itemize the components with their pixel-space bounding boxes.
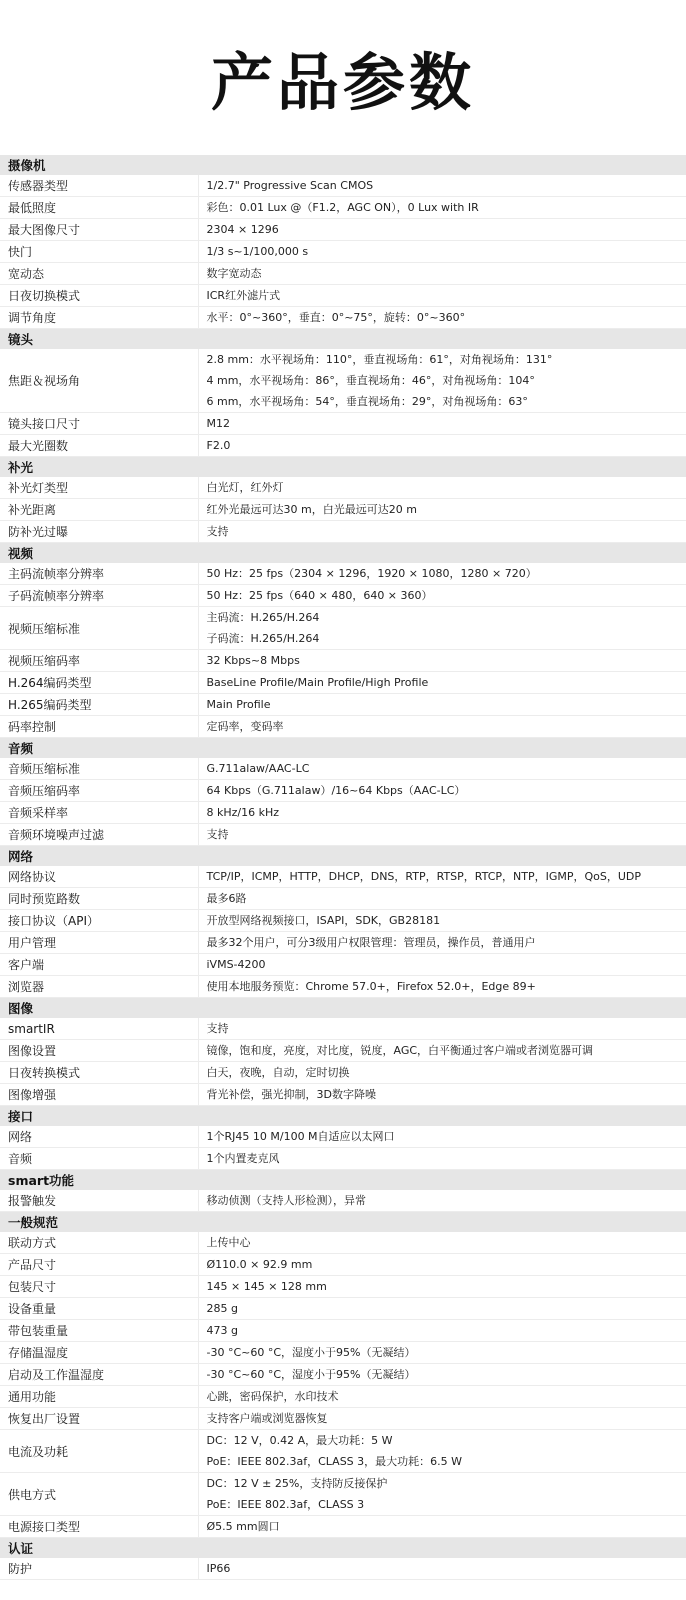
- spec-row: [0, 585, 686, 607]
- spec-row: [0, 1320, 686, 1342]
- section-title: 一般规范: [0, 1212, 686, 1233]
- spec-value-cell: [198, 477, 686, 499]
- spec-label: 子码流帧率分辨率: [0, 585, 198, 607]
- section-header: [0, 1170, 686, 1191]
- spec-value-cell: [198, 932, 686, 954]
- spec-label: 报警触发: [0, 1190, 198, 1212]
- spec-label: 主码流帧率分辨率: [0, 563, 198, 585]
- spec-row: [0, 1062, 686, 1084]
- spec-label: 最大图像尺寸: [0, 219, 198, 241]
- spec-row: [0, 477, 686, 499]
- spec-row: [0, 1364, 686, 1386]
- spec-row: [0, 1558, 686, 1580]
- spec-row: [0, 285, 686, 307]
- spec-value-cell: [198, 1276, 686, 1298]
- spec-value: PoE：IEEE 802.3af，CLASS 3: [206, 1498, 365, 1511]
- spec-value: 红外光最远可达30 m，白光最远可达20 m: [206, 503, 417, 516]
- spec-value-cell: [198, 1084, 686, 1106]
- spec-row: [0, 1430, 686, 1473]
- spec-value: 50 Hz：25 fps（640 × 480，640 × 360）: [206, 589, 433, 602]
- spec-row: [0, 976, 686, 998]
- spec-label: 电源接口类型: [0, 1516, 198, 1538]
- spec-label: 浏览器: [0, 976, 198, 998]
- spec-row: [0, 824, 686, 846]
- spec-row: [0, 1386, 686, 1408]
- spec-value: 2.8 mm：水平视场角：110°，垂直视场角：61°，对角视场角：131°: [206, 353, 553, 366]
- spec-value: Main Profile: [206, 698, 271, 711]
- spec-value-cell: [198, 521, 686, 543]
- spec-label: 日夜转换模式: [0, 1062, 198, 1084]
- spec-value-cell: [198, 1386, 686, 1408]
- spec-value-cell: [198, 758, 686, 780]
- spec-value: 白光灯，红外灯: [206, 481, 284, 494]
- section-title: 认证: [0, 1538, 686, 1559]
- spec-label: 音频环境噪声过滤: [0, 824, 198, 846]
- spec-value: 285 g: [206, 1302, 238, 1315]
- spec-value: Ø110.0 × 92.9 mm: [206, 1258, 313, 1271]
- section-title: 音频: [0, 738, 686, 759]
- spec-row: [0, 307, 686, 329]
- spec-value-cell: [198, 1148, 686, 1170]
- spec-value: 水平：0°~360°，垂直：0°~75°，旋转：0°~360°: [206, 311, 466, 324]
- spec-row: [0, 888, 686, 910]
- spec-label: 网络: [0, 1126, 198, 1148]
- spec-label: 视频压缩标准: [0, 607, 198, 650]
- spec-value: 主码流：H.265/H.264: [206, 611, 320, 624]
- spec-row: [0, 910, 686, 932]
- spec-value: 1个RJ45 10 M/100 M自适应以太网口: [206, 1130, 395, 1143]
- spec-value: 移动侦测（支持人形检测），异常: [206, 1194, 366, 1207]
- spec-row: [0, 650, 686, 672]
- spec-label: 联动方式: [0, 1232, 198, 1254]
- section-title: 网络: [0, 846, 686, 867]
- spec-label: 图像增强: [0, 1084, 198, 1106]
- spec-value: F2.0: [206, 439, 231, 452]
- spec-value: 支持: [206, 525, 229, 538]
- spec-value-cell: [198, 1232, 686, 1254]
- spec-label: 补光灯类型: [0, 477, 198, 499]
- spec-value-cell: [198, 866, 686, 888]
- spec-value-cell: [198, 413, 686, 435]
- spec-value-cell: [198, 1126, 686, 1148]
- spec-value: 数字宽动态: [206, 267, 262, 280]
- spec-row: [0, 1084, 686, 1106]
- spec-label: 网络协议: [0, 866, 198, 888]
- spec-value: 1/2.7" Progressive Scan CMOS: [206, 179, 374, 192]
- spec-label: 快门: [0, 241, 198, 263]
- spec-row: [0, 1342, 686, 1364]
- spec-value: 白天，夜晚，自动，定时切换: [206, 1066, 350, 1079]
- section-header: [0, 1538, 686, 1559]
- spec-value-cell: [198, 499, 686, 521]
- spec-value: 1个内置麦克风: [206, 1152, 280, 1165]
- spec-value-cell: [198, 435, 686, 457]
- spec-row: [0, 866, 686, 888]
- spec-value: 定码率，变码率: [206, 720, 284, 733]
- spec-value-cell: [198, 219, 686, 241]
- spec-label: 包装尺寸: [0, 1276, 198, 1298]
- spec-row: [0, 435, 686, 457]
- spec-value-cell: [198, 263, 686, 285]
- spec-value-cell: [198, 1364, 686, 1386]
- spec-value: Ø5.5 mm圆口: [206, 1520, 280, 1533]
- section-title: 图像: [0, 998, 686, 1019]
- spec-value: -30 °C~60 °C，湿度小于95%（无凝结）: [206, 1368, 416, 1381]
- spec-row: [0, 758, 686, 780]
- spec-label: 传感器类型: [0, 175, 198, 197]
- spec-value: 4 mm，水平视场角：86°，垂直视场角：46°，对角视场角：104°: [206, 374, 535, 387]
- spec-value-cell: [198, 1516, 686, 1538]
- spec-row: [0, 521, 686, 543]
- spec-value: 50 Hz：25 fps（2304 × 1296，1920 × 1080，1280 × 720）: [206, 567, 537, 580]
- spec-label: 存储温湿度: [0, 1342, 198, 1364]
- spec-row: [0, 932, 686, 954]
- spec-row: [0, 954, 686, 976]
- spec-value: -30 °C~60 °C，湿度小于95%（无凝结）: [206, 1346, 416, 1359]
- spec-value: 64 Kbps（G.711alaw）/16~64 Kbps（AAC-LC）: [206, 784, 466, 797]
- spec-label: 设备重量: [0, 1298, 198, 1320]
- spec-value-cell: [198, 1558, 686, 1580]
- spec-value-cell: [198, 349, 686, 413]
- section-header: [0, 543, 686, 564]
- spec-row: [0, 1148, 686, 1170]
- spec-value-cell: [198, 1430, 686, 1473]
- spec-value: 最多32个用户，可分3级用户权限管理：管理员，操作员，普通用户: [206, 936, 536, 949]
- spec-value: BaseLine Profile/Main Profile/High Profile: [206, 676, 429, 689]
- spec-label: 日夜切换模式: [0, 285, 198, 307]
- section-header: [0, 998, 686, 1019]
- page-title: 产品参数: [210, 46, 475, 119]
- spec-value: 145 × 145 × 128 mm: [206, 1280, 327, 1293]
- section-title: smart功能: [0, 1170, 686, 1191]
- spec-value-cell: [198, 824, 686, 846]
- spec-row: [0, 1232, 686, 1254]
- section-header: [0, 329, 686, 350]
- spec-row: [0, 175, 686, 197]
- spec-value-cell: [198, 650, 686, 672]
- spec-value-cell: [198, 197, 686, 219]
- spec-label: H.264编码类型: [0, 672, 198, 694]
- spec-row: [0, 413, 686, 435]
- spec-label: 恢复出厂设置: [0, 1408, 198, 1430]
- spec-label: 补光距离: [0, 499, 198, 521]
- spec-label: 防补光过曝: [0, 521, 198, 543]
- spec-value-cell: [198, 1342, 686, 1364]
- spec-label: 用户管理: [0, 932, 198, 954]
- spec-value-cell: [198, 607, 686, 650]
- spec-value: iVMS-4200: [206, 958, 266, 971]
- section-header: [0, 1106, 686, 1127]
- spec-row: [0, 1018, 686, 1040]
- spec-label: 通用功能: [0, 1386, 198, 1408]
- spec-value: IP66: [206, 1562, 231, 1575]
- spec-label: 调节角度: [0, 307, 198, 329]
- spec-label: smartIR: [0, 1018, 198, 1040]
- spec-value-cell: [198, 1254, 686, 1276]
- spec-value: 彩色：0.01 Lux @（F1.2，AGC ON），0 Lux with IR: [206, 201, 479, 214]
- spec-value-cell: [198, 1062, 686, 1084]
- spec-row: [0, 349, 686, 413]
- spec-value: M12: [206, 417, 230, 430]
- spec-value-cell: [198, 976, 686, 998]
- spec-row: [0, 607, 686, 650]
- spec-value-cell: [198, 1408, 686, 1430]
- spec-label: 产品尺寸: [0, 1254, 198, 1276]
- spec-value-cell: [198, 175, 686, 197]
- spec-value-cell: [198, 1473, 686, 1516]
- spec-row: [0, 197, 686, 219]
- spec-label: 音频: [0, 1148, 198, 1170]
- spec-value: G.711alaw/AAC-LC: [206, 762, 310, 775]
- spec-value-cell: [198, 888, 686, 910]
- section-title: 补光: [0, 457, 686, 478]
- spec-value: DC：12 V，0.42 A，最大功耗：5 W: [206, 1434, 393, 1447]
- spec-value-cell: [198, 307, 686, 329]
- spec-label: 最低照度: [0, 197, 198, 219]
- section-title: 视频: [0, 543, 686, 564]
- spec-row: [0, 1473, 686, 1516]
- spec-row: [0, 1126, 686, 1148]
- spec-row: [0, 1254, 686, 1276]
- spec-row: [0, 1040, 686, 1062]
- spec-value: 2304 × 1296: [206, 223, 279, 236]
- spec-row: [0, 263, 686, 285]
- spec-value: 支持: [206, 828, 229, 841]
- spec-value-cell: [198, 910, 686, 932]
- section-title: 镜头: [0, 329, 686, 350]
- spec-value: PoE：IEEE 802.3af，CLASS 3，最大功耗：6.5 W: [206, 1455, 463, 1468]
- spec-row: [0, 241, 686, 263]
- spec-value-cell: [198, 672, 686, 694]
- section-header: [0, 846, 686, 867]
- section-header: [0, 1212, 686, 1233]
- section-header: [0, 155, 686, 175]
- spec-label: 防护: [0, 1558, 198, 1580]
- spec-row: [0, 499, 686, 521]
- spec-label: 音频压缩码率: [0, 780, 198, 802]
- spec-row: [0, 780, 686, 802]
- spec-value-cell: [198, 585, 686, 607]
- spec-value-cell: [198, 716, 686, 738]
- spec-value: 8 kHz/16 kHz: [206, 806, 280, 819]
- section-title: 接口: [0, 1106, 686, 1127]
- spec-label: 音频压缩标准: [0, 758, 198, 780]
- spec-row: [0, 1516, 686, 1538]
- spec-value: 背光补偿，强光抑制，3D数字降噪: [206, 1088, 376, 1101]
- spec-row: [0, 694, 686, 716]
- spec-table: [0, 155, 686, 1580]
- spec-value: 镜像，饱和度，亮度，对比度，锐度，AGC，白平衡通过客户端或者浏览器可调: [206, 1044, 594, 1057]
- spec-row: [0, 716, 686, 738]
- spec-label: 最大光圈数: [0, 435, 198, 457]
- spec-row: [0, 219, 686, 241]
- section-header: [0, 738, 686, 759]
- spec-value-cell: [198, 1320, 686, 1342]
- spec-row: [0, 1190, 686, 1212]
- spec-value-cell: [198, 241, 686, 263]
- spec-label: 焦距＆视场角: [0, 349, 198, 413]
- spec-value: 32 Kbps~8 Mbps: [206, 654, 300, 667]
- spec-label: 音频采样率: [0, 802, 198, 824]
- spec-value: DC：12 V ± 25%，支持防反接保护: [206, 1477, 388, 1490]
- spec-label: 码率控制: [0, 716, 198, 738]
- spec-label: 客户端: [0, 954, 198, 976]
- section-header: [0, 457, 686, 478]
- spec-value-cell: [198, 802, 686, 824]
- spec-label: 视频压缩码率: [0, 650, 198, 672]
- spec-label: 带包装重量: [0, 1320, 198, 1342]
- spec-value-cell: [198, 1190, 686, 1212]
- spec-value-cell: [198, 1298, 686, 1320]
- spec-label: 启动及工作温湿度: [0, 1364, 198, 1386]
- spec-value: 最多6路: [206, 892, 247, 905]
- spec-row: [0, 672, 686, 694]
- spec-value-cell: [198, 1040, 686, 1062]
- spec-row: [0, 1276, 686, 1298]
- spec-label: 接口协议（API）: [0, 910, 198, 932]
- spec-table-body: [0, 155, 686, 1580]
- spec-value-cell: [198, 563, 686, 585]
- spec-value: 开放型网络视频接口，ISAPI，SDK，GB28181: [206, 914, 441, 927]
- spec-value: 心跳，密码保护，水印技术: [206, 1390, 339, 1403]
- spec-value-cell: [198, 694, 686, 716]
- spec-row: [0, 1298, 686, 1320]
- spec-value-cell: [198, 780, 686, 802]
- spec-label: 同时预览路数: [0, 888, 198, 910]
- spec-label: 电流及功耗: [0, 1430, 198, 1473]
- spec-value: ICR红外滤片式: [206, 289, 281, 302]
- spec-value: 6 mm，水平视场角：54°，垂直视场角：29°，对角视场角：63°: [206, 395, 528, 408]
- spec-row: [0, 1408, 686, 1430]
- spec-value-cell: [198, 1018, 686, 1040]
- spec-value: 上传中心: [206, 1236, 251, 1249]
- spec-value: 子码流：H.265/H.264: [206, 632, 320, 645]
- spec-value: TCP/IP，ICMP，HTTP，DHCP，DNS，RTP，RTSP，RTCP，NTP，IGMP，QoS，UDP: [206, 870, 642, 883]
- spec-value: 1/3 s~1/100,000 s: [206, 245, 309, 258]
- section-title: 摄像机: [0, 155, 686, 175]
- spec-label: 供电方式: [0, 1473, 198, 1516]
- spec-label: 图像设置: [0, 1040, 198, 1062]
- spec-value: 支持客户端或浏览器恢复: [206, 1412, 328, 1425]
- spec-value-cell: [198, 285, 686, 307]
- spec-value: 支持: [206, 1022, 229, 1035]
- spec-row: [0, 802, 686, 824]
- spec-value: 使用本地服务预览：Chrome 57.0+，Firefox 52.0+，Edge 89+: [206, 980, 536, 993]
- spec-value: 473 g: [206, 1324, 238, 1337]
- spec-value-cell: [198, 954, 686, 976]
- spec-row: [0, 563, 686, 585]
- spec-label: 宽动态: [0, 263, 198, 285]
- spec-label: H.265编码类型: [0, 694, 198, 716]
- spec-label: 镜头接口尺寸: [0, 413, 198, 435]
